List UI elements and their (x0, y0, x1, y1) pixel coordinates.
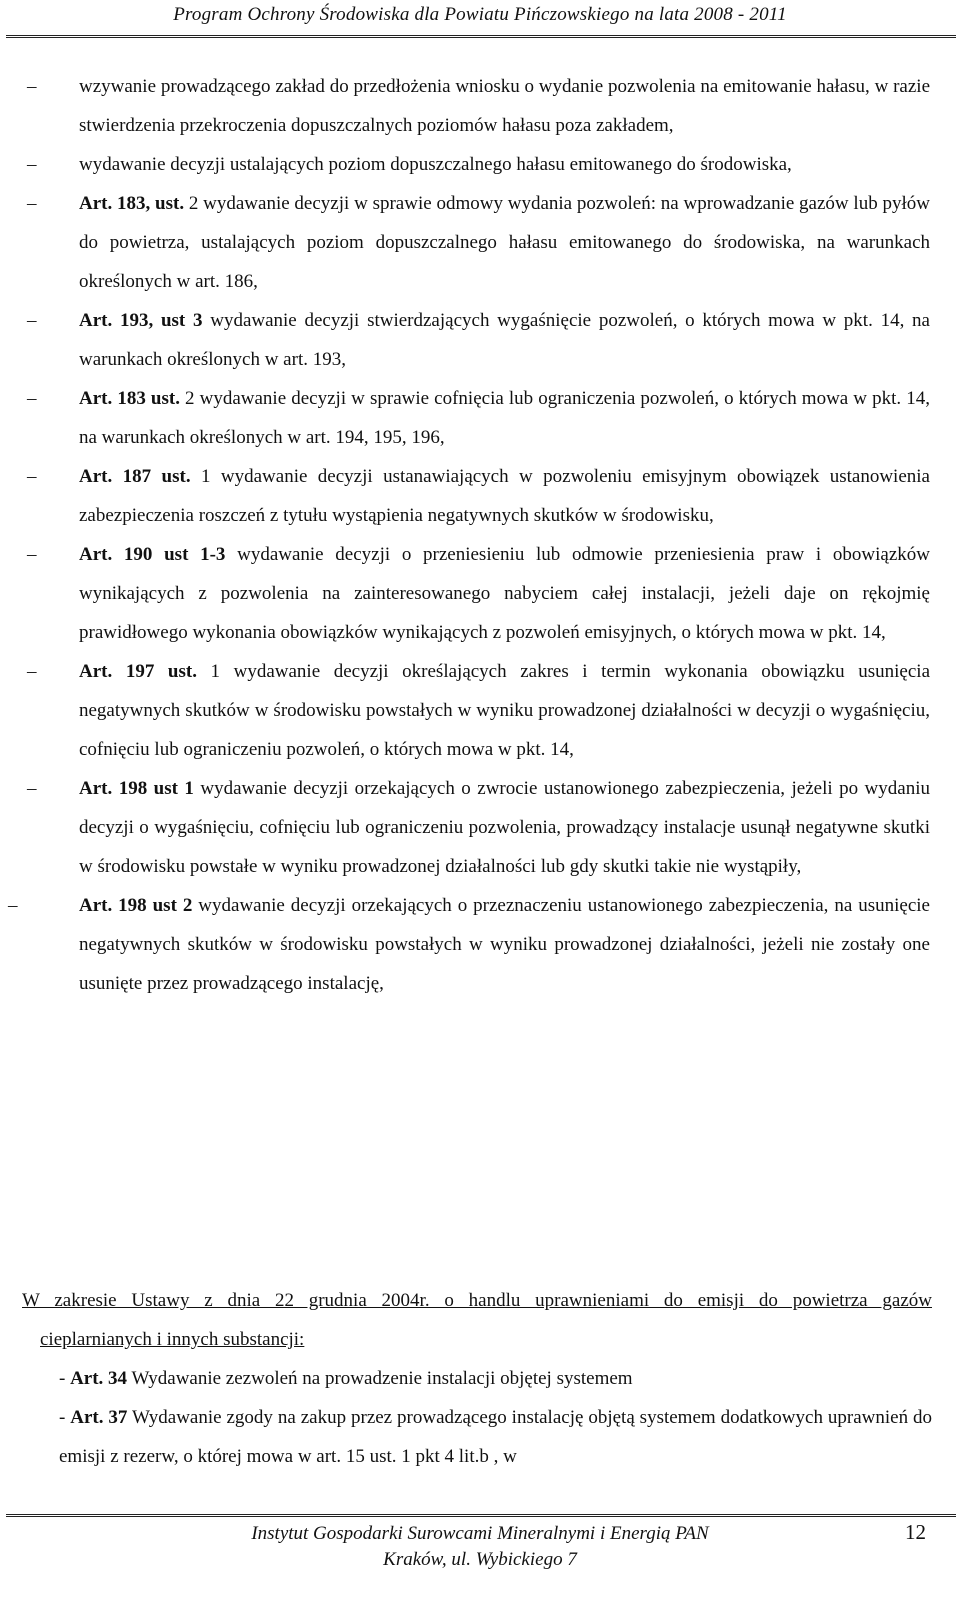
header-divider (6, 35, 956, 38)
competence-list (0, 67, 960, 1003)
article-reference: Art. 183 ust. (79, 388, 180, 409)
dash-bullet: – (27, 778, 37, 799)
item-text: 1 wydawanie decyzji określających zakres i termin wykonania obowiązku usunięcia negatywnych skutków w środowisku powstałych w wyniku prowadzonej działalności w decyzji o wygaśnięciu, cofnięciu lub ograniczeniu pozwoleń, o których mowa w pkt. 14, (79, 661, 931, 760)
list-item (0, 457, 960, 535)
section-heading-line-1: W zakresie Ustawy z dnia 22 grudnia 2004r. o handlu uprawnieniami do emisji do powietrza gazów (22, 1290, 932, 1311)
article-reference: Art. 190 ust 1-3 (79, 544, 226, 565)
item-text: wydawanie decyzji orzekających o zwrocie ustanowionego zabezpieczenia, jeżeli po wydaniu decyzji o wygaśnięciu, cofnięciu lub ograniczeniu pozwolenia, prowadzący instalacje usunął negatywne skutki w środowisku powstałe w wyniku prowadzonej działalności lub gdy skutki takie nie wystąpiły, (79, 778, 930, 877)
list-item (0, 535, 960, 652)
hyphen-prefix: - (59, 1368, 71, 1389)
dash-bullet: – (8, 895, 18, 916)
dash-bullet: – (27, 544, 37, 565)
footer-institution: Instytut Gospodarki Surowcami Mineralnymi i Energią PAN (251, 1523, 709, 1544)
item-text: wydawanie decyzji o przeniesieniu lub odmowie przeniesienia praw i obowiązków wynikających z pozwolenia na zainteresowanego nabyciem całej instalacji, jeżeli daje on rękojmię prawidłowego wykonania obowiązków wynikających z pozwoleń emisyjnych, o których mowa w pkt. 14, (79, 544, 930, 643)
dash-bullet: – (27, 76, 37, 97)
item-text: 1 wydawanie decyzji ustanawiających w pozwoleniu emisyjnym obowiązek ustanowienia zabezpieczenia roszczeń z tytułu wystąpienia negatywnych skutków w środowisku, (79, 466, 930, 526)
dash-bullet: – (27, 388, 37, 409)
running-footer (0, 1521, 960, 1573)
footer-divider (6, 1514, 956, 1517)
section-heading-line-2: cieplarnianych i innych substancji: (40, 1329, 305, 1350)
item-text: wydawanie decyzji ustalających poziom dopuszczalnego hałasu emitowanego do środowiska, (79, 154, 792, 175)
list-item (22, 1359, 932, 1398)
dash-bullet: – (27, 466, 37, 487)
running-header: Program Ochrony Środowiska dla Powiatu Pińczowskiego na lata 2008 - 2011 (173, 4, 787, 25)
dash-bullet: – (27, 154, 37, 175)
list-item (0, 886, 960, 1003)
list-item (0, 301, 960, 379)
article-reference: Art. 193, ust 3 (79, 310, 203, 331)
item-text: 2 wydawanie decyzji w sprawie odmowy wydania pozwoleń: na wprowadzanie gazów lub pyłów do powietrza, ustalających poziom dopuszczalnego hałasu emitowanego do środowiska, na warunkach określonych w art. 186, (79, 193, 930, 292)
article-reference: Art. 37 (70, 1407, 128, 1428)
dash-bullet: – (27, 661, 37, 682)
item-text: wydawanie decyzji orzekających o przeznaczeniu ustanowionego zabezpieczenia, na usunięcie negatywnych skutków w środowisku powstałych w wyniku prowadzonej działalności, jeżeli nie zostały one usunięte przez prowadzącego instalację, (79, 895, 930, 994)
page-number: 12 (905, 1520, 926, 1544)
item-text: wydawanie decyzji stwierdzających wygaśnięcie pozwoleń, o których mowa w pkt. 14, na warunkach określonych w art. 193, (79, 310, 930, 370)
item-text: Wydawanie zgody na zakup przez prowadzącego instalację objętą systemem dodatkowych uprawnień do emisji z rezerw, o której mowa w art. 15 ust. 1 pkt 4 lit.b , w (59, 1407, 932, 1467)
emissions-trading-section (22, 1281, 932, 1476)
article-reference: Art. 187 ust. (79, 466, 191, 487)
item-text: 2 wydawanie decyzji w sprawie cofnięcia lub ograniczenia pozwoleń, o których mowa w pkt. 14, na warunkach określonych w art. 194, 195, 196, (79, 388, 930, 448)
dash-bullet: – (27, 193, 37, 214)
article-reference: Art. 198 ust 2 (79, 895, 193, 916)
list-item (0, 145, 960, 184)
article-reference: Art. 198 ust 1 (79, 778, 194, 799)
list-item (0, 379, 960, 457)
list-item (22, 1398, 932, 1476)
item-text: wzywanie prowadzącego zakład do przedłożenia wniosku o wydanie pozwolenia na emitowanie hałasu, w razie stwierdzenia przekroczenia dopuszczalnych poziomów hałasu poza zakładem, (79, 76, 930, 136)
footer-address: Kraków, ul. Wybickiego 7 (383, 1549, 577, 1570)
list-item (0, 184, 960, 301)
article-reference: Art. 34 (70, 1368, 128, 1389)
article-reference: Art. 197 ust. (79, 661, 197, 682)
dash-bullet: – (27, 310, 37, 331)
list-item (0, 67, 960, 145)
hyphen-prefix: - (59, 1407, 71, 1428)
list-item (0, 769, 960, 886)
article-reference: Art. 183, ust. (79, 193, 185, 214)
list-item (0, 652, 960, 769)
item-text: Wydawanie zezwoleń na prowadzenie instalacji objętej systemem (127, 1368, 633, 1389)
